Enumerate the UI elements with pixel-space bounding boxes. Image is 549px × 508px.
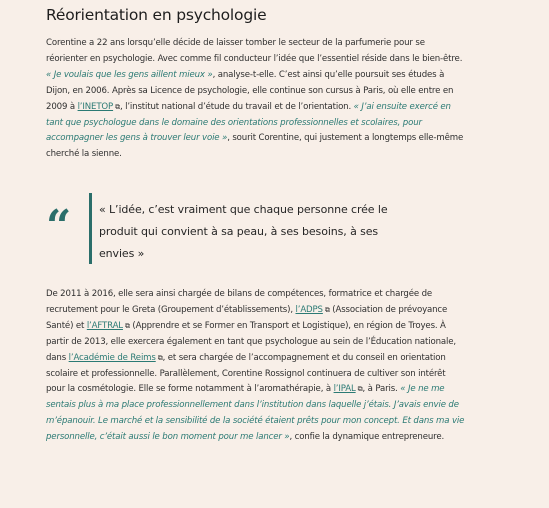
external-link-icon[interactable]: ⧉ xyxy=(115,102,120,111)
blockquote-text: « L’idée, c’est vraiment que chaque personne crée le produit qui convient à sa peau, à ses besoins, à ses envies » xyxy=(99,203,388,260)
text-segment: , et sera chargée de l’accompagnement et du conseil en orientation scolaire et professionnelle. Parallèlement, Corentine Rossignol continuera de cultiver son intérêt pour la cosmétologie. Elle se forme notamment à l’aromathérapie, à xyxy=(46,352,446,395)
inline-quote: « J’ai ensuite exercé en tant que psychologue dans le domaine des orientations professionnelles et scolaires, pour accompagner les gens à trouver leur voie » xyxy=(46,101,451,144)
paragraph-intro xyxy=(46,36,466,163)
paragraph-career xyxy=(46,287,466,446)
inline-quote: « Je ne me sentais plus à ma place professionnellement dans l’institution dans laquelle j’étais. J’avais envie de m’épanouir. Le marché et la sensibilité de la société étaient prêts pour mon concept. Et dans ma vie personnelle, c’était aussi le bon moment pour me lancer » xyxy=(46,384,465,443)
link-aftral[interactable]: l’AFTRAL xyxy=(86,320,123,331)
link-inetop[interactable]: l’INETOP xyxy=(77,101,114,112)
text-segment: , l’institut national d’étude du travail et de l’orientation. xyxy=(119,101,354,112)
external-link-icon[interactable]: ⧉ xyxy=(357,385,363,394)
blockquote-bar xyxy=(89,193,92,264)
text-segment: De 2011 à 2016, elle sera ainsi chargée de bilans de compétences, formatrice et chargée de recrutement pour le Greta (Groupement d’établissements), xyxy=(46,289,433,315)
text-segment: , confie la dynamique entrepreneure. xyxy=(289,432,445,443)
text-segment: (Apprendre et se Former en Transport et Logistique), en région de Troyes. À partir de 2013, elle exercera également en tant que psychologue au sein de l’Éducation nationale, dans xyxy=(46,320,456,363)
external-link-icon[interactable]: ⧉ xyxy=(157,353,163,362)
quote-mark-icon: “ xyxy=(46,201,72,252)
text-segment: , à Paris. xyxy=(362,384,401,395)
link-ipal[interactable]: l’IPAL xyxy=(333,384,356,395)
text-segment: (Association de prévoyance Santé) et xyxy=(46,304,448,331)
external-link-icon[interactable]: ⧉ xyxy=(124,321,130,330)
text-segment: , sourit Corentine, qui justement a longtemps elle-même cherché la sienne. xyxy=(46,133,464,160)
inline-quote: « Je voulais que les gens aillent mieux » xyxy=(46,69,213,80)
link-adps[interactable]: l’ADPS xyxy=(295,304,323,315)
text-segment: Corentine a 22 ans lorsqu’elle décide de laisser tomber le secteur de la parfumerie pour se réorienter en psychologie. Avec comme fil conducteur l’idée que l’essentiel réside dans le bien-être. xyxy=(46,38,463,64)
text-segment: , analyse-t-elle. C’est ainsi qu’elle poursuit ses études à Dijon, en 2006. Après sa Licence de psychologie, elle continue son cursus à Paris, où elle entre en 2009 à xyxy=(46,69,454,112)
link-academie-reims[interactable]: l’Académie de Reims xyxy=(68,352,156,363)
external-link-icon[interactable]: ⧉ xyxy=(324,305,330,314)
section-title: Réorientation en psychologie xyxy=(46,6,267,24)
